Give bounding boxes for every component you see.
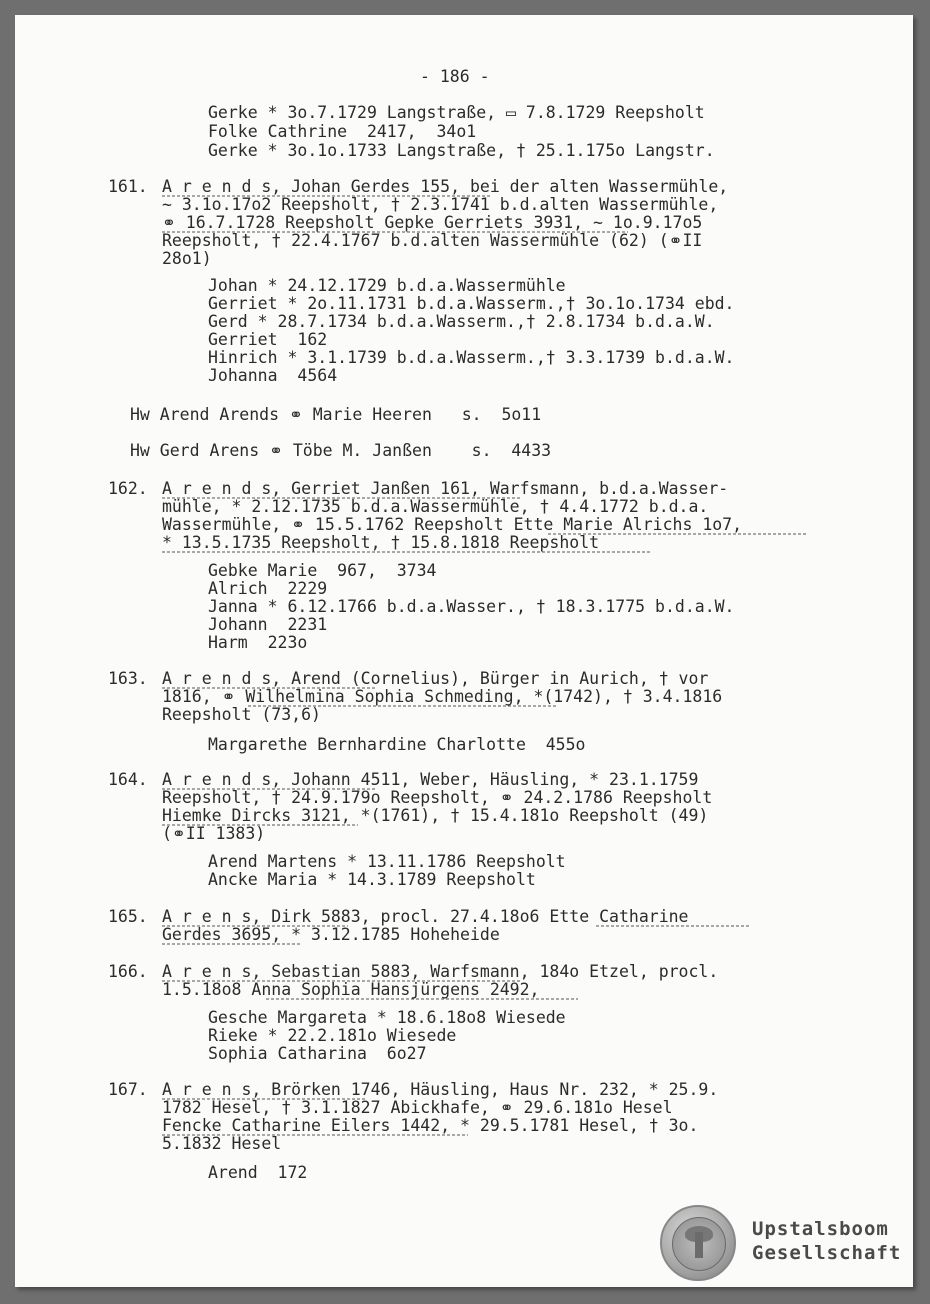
child-line: Gebke Marie 967, 3734 bbox=[208, 561, 437, 580]
entry-line: A r e n d s, Johan Gerdes 155, bei der alten Wassermühle, bbox=[162, 177, 729, 196]
child-line: Ancke Maria * 14.3.1789 Reepsholt bbox=[208, 870, 536, 889]
text-line: Folke Cathrine 2417, 34o1 bbox=[208, 122, 477, 141]
entry-line: A r e n s, Sebastian 5883, Warfsmann, 184o Etzel, procl. bbox=[162, 962, 719, 981]
entry-line: 1816, ⚭ Wilhelmina Sophia Schmeding, *(1742), † 3.4.1816 bbox=[162, 687, 723, 706]
entry-line: Reepsholt, † 22.4.1767 b.d.alten Wassermühle (62) (⚭II bbox=[162, 231, 703, 250]
entry-number: 167. bbox=[108, 1080, 148, 1099]
child-line: Gerriet 162 bbox=[208, 330, 328, 349]
child-line: Johanna 4564 bbox=[208, 366, 338, 385]
child-line: Gerriet * 2o.11.1731 b.d.a.Wasserm.,† 3o.1o.1734 ebd. bbox=[208, 294, 735, 313]
entry-line: ⚭ 16.7.1728 Reepsholt Gepke Gerriets 3931, ~ 1o.9.17o5 bbox=[162, 213, 703, 232]
entry-line: A r e n d s, Arend (Cornelius), Bürger in Aurich, † vor bbox=[162, 669, 709, 688]
hw-line: Hw Gerd Arens ⚭ Töbe M. Janßen s. 4433 bbox=[130, 441, 552, 460]
child-line: Johann 2231 bbox=[208, 615, 328, 634]
child-line: Gesche Margareta * 18.6.18o8 Wiesede bbox=[208, 1008, 566, 1027]
entry-line: 28o1) bbox=[162, 249, 212, 268]
text-line: Gerke * 3o.1o.1733 Langstraße, † 25.1.175o Langstr. bbox=[208, 141, 715, 160]
hw-line: Hw Arend Arends ⚭ Marie Heeren s. 5o11 bbox=[130, 405, 542, 424]
child-line: Gerd * 28.7.1734 b.d.a.Wasserm.,† 2.8.1734 b.d.a.W. bbox=[208, 312, 715, 331]
child-line: Hinrich * 3.1.1739 b.d.a.Wasserm.,† 3.3.1739 b.d.a.W. bbox=[208, 348, 735, 367]
logo-line-2: Gesellschaft bbox=[752, 1242, 902, 1264]
child-line: Margarethe Bernhardine Charlotte 455o bbox=[208, 735, 586, 754]
child-line: Arend Martens * 13.11.1786 Reepsholt bbox=[208, 852, 566, 871]
entry-number: 161. bbox=[108, 177, 148, 196]
society-seal-icon bbox=[660, 1205, 736, 1281]
child-line: Johan * 24.12.1729 b.d.a.Wassermühle bbox=[208, 276, 566, 295]
entry-line: A r e n s, Dirk 5883, procl. 27.4.18o6 Ette Catharine bbox=[162, 907, 689, 926]
entry-number: 164. bbox=[108, 770, 148, 789]
child-line: Arend 172 bbox=[208, 1163, 308, 1182]
entry-line: 1782 Hesel, † 3.1.1827 Abickhafe, ⚭ 29.6.181o Hesel bbox=[162, 1098, 673, 1117]
page-number: - 186 - bbox=[420, 67, 490, 86]
entry-line: A r e n d s, Johann 4511, Weber, Häusling, * 23.1.1759 bbox=[162, 770, 699, 789]
entry-line: A r e n d s, Gerriet Janßen 161, Warfsmann, b.d.a.Wasser- bbox=[162, 479, 729, 498]
entry-line: Fencke Catharine Eilers 1442, * 29.5.1781 Hesel, † 3o. bbox=[162, 1116, 699, 1135]
child-line: Janna * 6.12.1766 b.d.a.Wasser., † 18.3.1775 b.d.a.W. bbox=[208, 597, 735, 616]
logo-line-1: Upstalsboom bbox=[752, 1218, 889, 1240]
entry-number: 162. bbox=[108, 479, 148, 498]
child-line: Rieke * 22.2.181o Wiesede bbox=[208, 1026, 457, 1045]
entry-line: * 13.5.1735 Reepsholt, † 15.8.1818 Reepsholt bbox=[162, 533, 600, 552]
child-line: Sophia Catharina 6o27 bbox=[208, 1044, 427, 1063]
entry-line: A r e n s, Brörken 1746, Häusling, Haus Nr. 232, * 25.9. bbox=[162, 1080, 719, 1099]
entry-line: Reepsholt, † 24.9.179o Reepsholt, ⚭ 24.2.1786 Reepsholt bbox=[162, 788, 713, 807]
entry-number: 165. bbox=[108, 907, 148, 926]
entry-number: 163. bbox=[108, 669, 148, 688]
child-line: Alrich 2229 bbox=[208, 579, 328, 598]
entry-line: (⚭II 1383) bbox=[162, 824, 266, 843]
entry-line: 5.1832 Hesel bbox=[162, 1134, 282, 1153]
entry-line: Gerdes 3695, * 3.12.1785 Hoheheide bbox=[162, 925, 500, 944]
entry-line: Wassermühle, ⚭ 15.5.1762 Reepsholt Ette Marie Alrichs 1o7, bbox=[162, 515, 743, 534]
child-line: Harm 223o bbox=[208, 633, 308, 652]
entry-line: Hiemke Dircks 3121, *(1761), † 15.4.181o Reepsholt (49) bbox=[162, 806, 709, 825]
entry-line: ~ 3.1o.17o2 Reepsholt, † 2.3.1741 b.d.alten Wassermühle, bbox=[162, 195, 719, 214]
text-line: Gerke * 3o.7.1729 Langstraße, ▭ 7.8.1729 Reepsholt bbox=[208, 103, 705, 122]
entry-number: 166. bbox=[108, 962, 148, 981]
entry-line: mühle, * 2.12.1735 b.d.a.Wassermühle, † 4.4.1772 b.d.a. bbox=[162, 497, 709, 516]
entry-line: 1.5.18o8 Anna Sophia Hansjürgens 2492, bbox=[162, 980, 540, 999]
entry-line: Reepsholt (73,6) bbox=[162, 705, 321, 724]
